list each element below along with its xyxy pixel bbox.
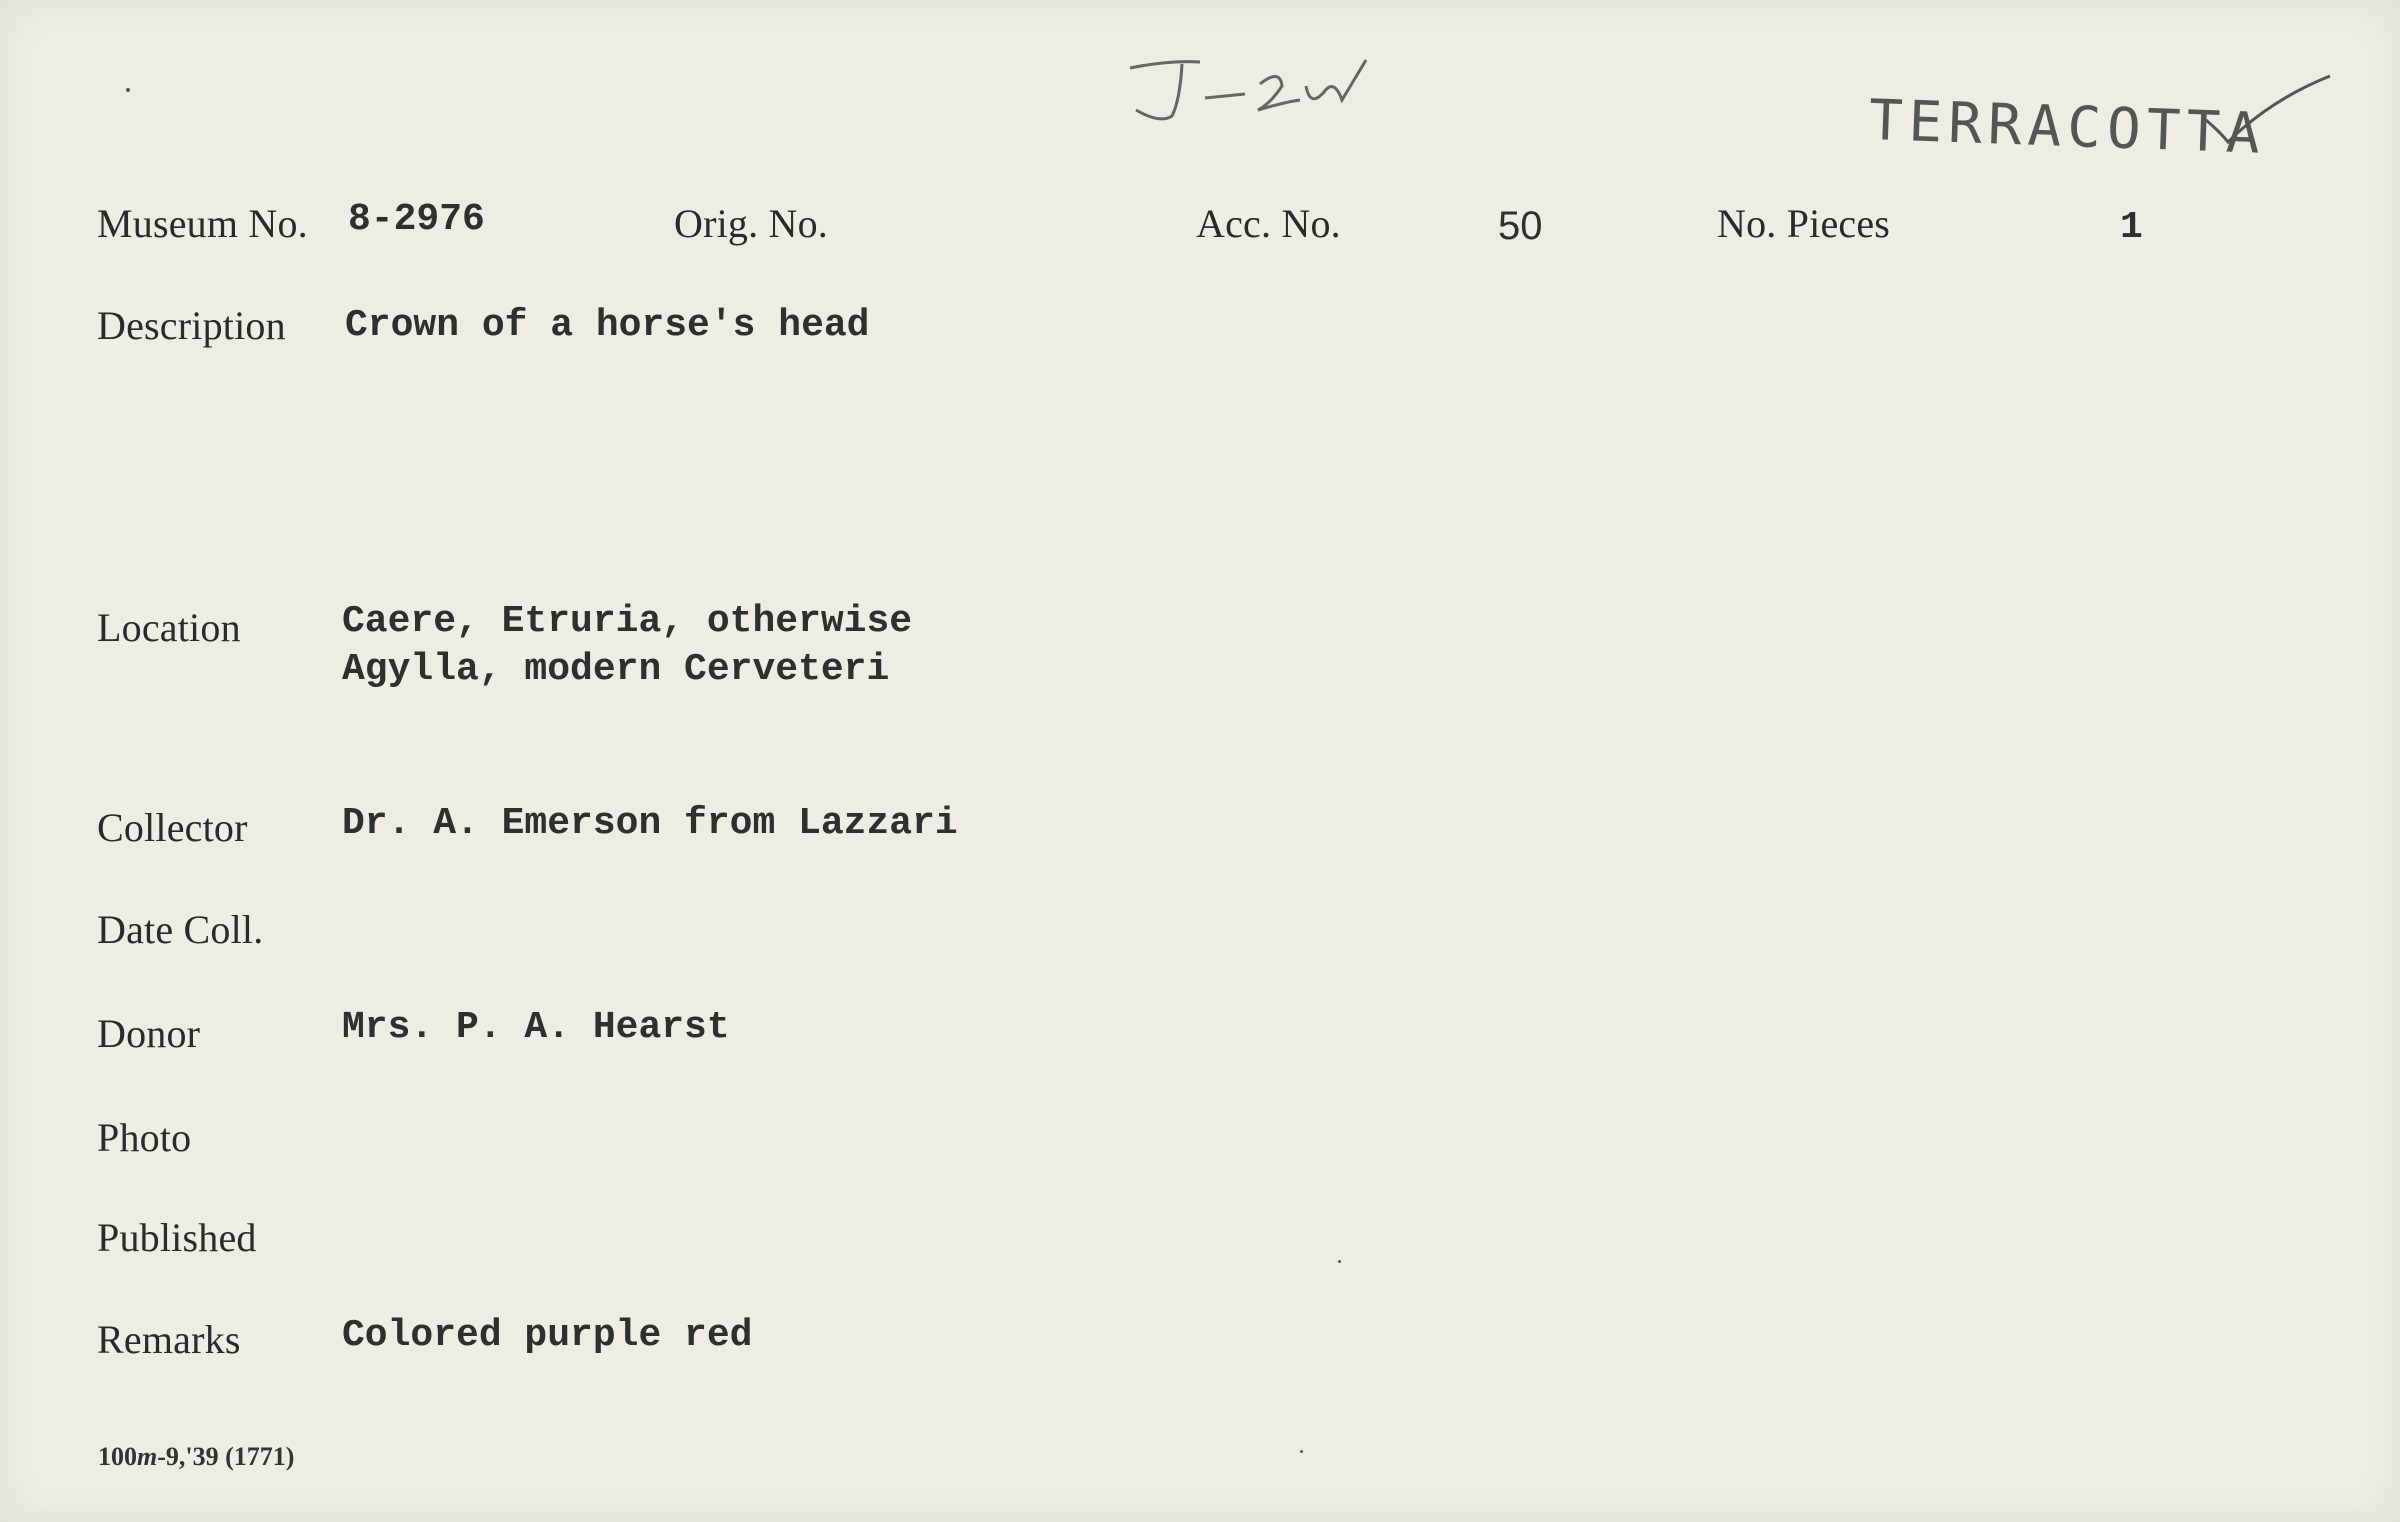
acc-no-label: Acc. No.	[1196, 201, 1341, 246]
donor-label: Donor	[97, 1011, 201, 1056]
no-pieces-value: 1	[2120, 206, 2143, 249]
handwritten-mark	[1110, 40, 1390, 130]
description-label: Description	[97, 303, 286, 348]
photo-label: Photo	[97, 1115, 192, 1160]
museum-no-value: 8-2976	[348, 198, 485, 241]
print-code-suffix: -9,'39 (1771)	[157, 1442, 295, 1471]
location-label: Location	[97, 605, 241, 650]
check-mark-icon	[2200, 70, 2340, 150]
orig-no-label: Orig. No.	[674, 201, 829, 246]
print-code	[98, 1442, 294, 1472]
donor-value: Mrs. P. A. Hearst	[342, 1006, 730, 1049]
dust-speck	[126, 88, 130, 92]
acc-no-value: 50	[1498, 204, 1543, 248]
location-line-2: Agylla, modern Cerveteri	[342, 648, 890, 691]
location-line-1: Caere, Etruria, otherwise	[342, 600, 913, 643]
museum-no-label: Museum No.	[97, 201, 308, 246]
terracotta-stamp: TERRACOTTA	[1867, 88, 2267, 167]
no-pieces-label: No. Pieces	[1717, 201, 1891, 246]
collector-label: Collector	[97, 805, 248, 850]
date-coll-label: Date Coll.	[97, 907, 264, 952]
remarks-value: Colored purple red	[342, 1314, 753, 1357]
collector-value: Dr. A. Emerson from Lazzari	[342, 802, 958, 845]
published-label: Published	[97, 1215, 257, 1260]
description-value: Crown of a horse's head	[345, 304, 870, 347]
remarks-label: Remarks	[97, 1317, 241, 1362]
print-code-italic: m	[137, 1442, 158, 1471]
dust-speck	[1300, 1450, 1303, 1453]
dust-speck	[1338, 1260, 1341, 1263]
print-code-prefix: 100	[98, 1442, 137, 1471]
